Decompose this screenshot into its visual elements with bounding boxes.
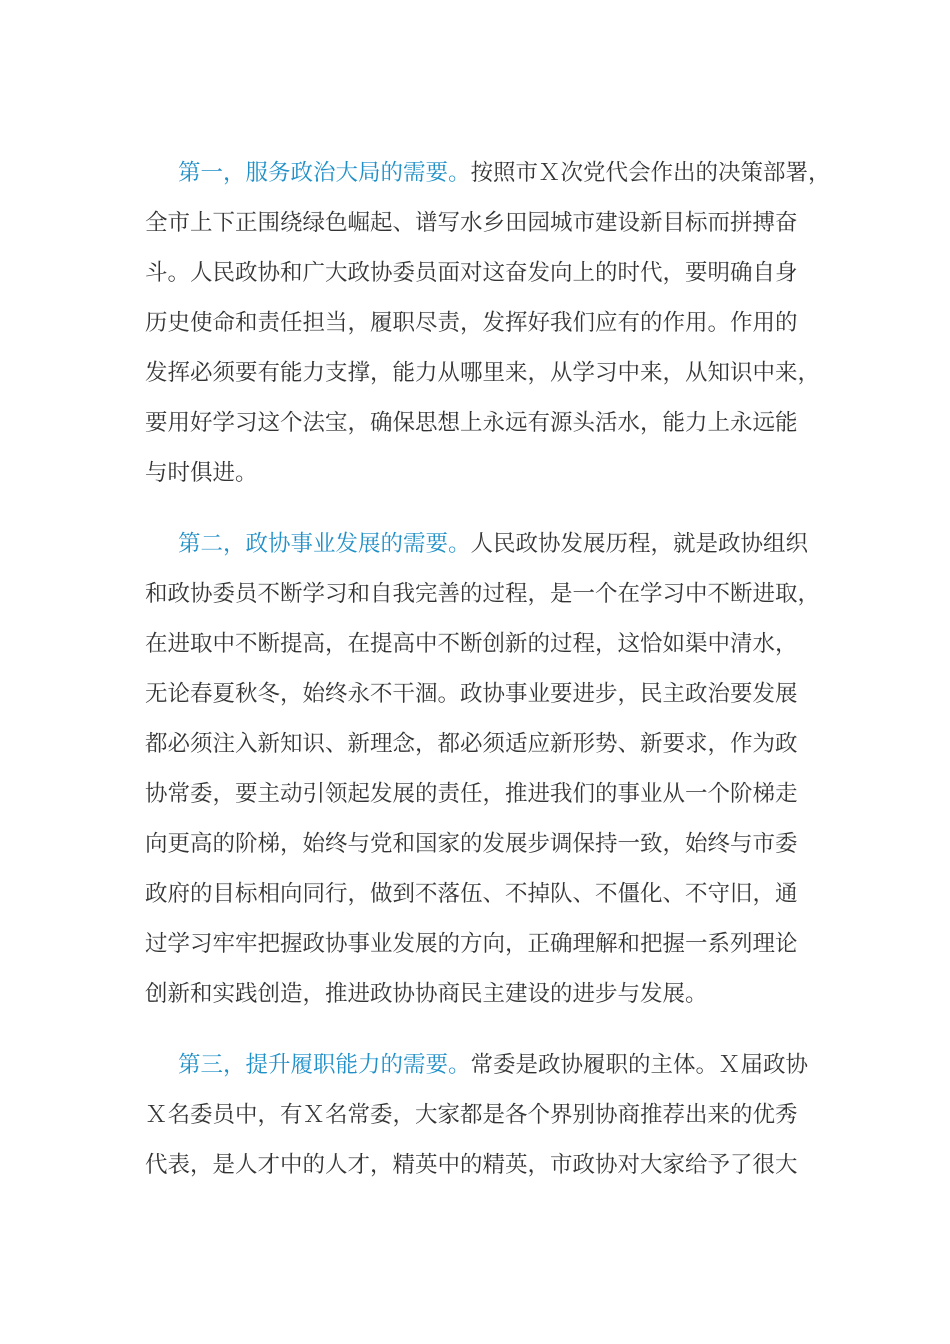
- paragraph-1-line-6: 要用好学习这个法宝，确保思想上永远有源头活水，能力上永远能: [145, 410, 798, 436]
- document-body: [145, 148, 835, 1190]
- paragraph-3-line-1: [145, 1040, 835, 1090]
- paragraph-2-line-4: 无论春夏秋冬，始终永不干涸。政协事业要进步，民主政治要发展: [145, 681, 798, 707]
- paragraph-3-line-2: Ｘ名委员中，有Ｘ名常委，大家都是各个界别协商推荐出来的优秀: [145, 1102, 798, 1128]
- paragraph-2-line-9: 过学习牢牢把握政协事业发展的方向，正确理解和把握一系列理论: [145, 931, 798, 957]
- paragraph-2-heading: 第二，政协事业发展的需要。: [178, 531, 471, 557]
- paragraph-2-line-3: 在进取中不断提高，在提高中不断创新的过程，这恰如渠中清水，: [145, 631, 798, 657]
- paragraph-1-line-7: 与时俱进。: [145, 460, 258, 486]
- paragraph-2-line-8: 政府的目标相向同行，做到不落伍、不掉队、不僵化、不守旧，通: [145, 881, 798, 907]
- paragraph-3: [145, 1040, 835, 1190]
- paragraph-1-heading: 第一，服务政治大局的需要。: [178, 160, 471, 186]
- paragraph-1-line-5: 发挥必须要有能力支撑，能力从哪里来，从学习中来，从知识中来，: [145, 360, 821, 386]
- paragraph-1-text: 按照市Ｘ次党代会作出的决策部署，: [470, 160, 831, 186]
- paragraph-1-line-3: 斗。人民政协和广大政协委员面对这奋发向上的时代，要明确自身: [145, 260, 798, 286]
- paragraph-1-line-1: [145, 148, 835, 198]
- paragraph-1-line-2: 全市上下正围绕绿色崛起、谱写水乡田园城市建设新目标而拼搏奋: [145, 210, 798, 236]
- paragraph-2-text: 人民政协发展历程，就是政协组织: [470, 531, 809, 557]
- paragraph-2-line-6: 协常委，要主动引领起发展的责任，推进我们的事业从一个阶梯走: [145, 781, 798, 807]
- paragraph-1-line-4: 历史使命和责任担当，履职尽责，发挥好我们应有的作用。作用的: [145, 310, 798, 336]
- paragraph-2-line-7: 向更高的阶梯，始终与党和国家的发展步调保持一致，始终与市委: [145, 831, 798, 857]
- paragraph-2-line-5: 都必须注入新知识、新理念，都必须适应新形势、新要求，作为政: [145, 731, 798, 757]
- paragraph-2-line-10: 创新和实践创造，推进政协协商民主建设的进步与发展。: [145, 981, 708, 1007]
- paragraph-2: [145, 519, 835, 1019]
- paragraph-3-line-3: 代表，是人才中的人才，精英中的精英，市政协对大家给予了很大: [145, 1152, 798, 1178]
- paragraph-2-line-1: [145, 519, 835, 569]
- paragraph-3-text: 常委是政协履职的主体。Ｘ届政协: [470, 1052, 809, 1078]
- paragraph-2-line-2: 和政协委员不断学习和自我完善的过程，是一个在学习中不断进取，: [145, 581, 821, 607]
- paragraph-3-heading: 第三，提升履职能力的需要。: [178, 1052, 471, 1078]
- paragraph-1: [145, 148, 835, 498]
